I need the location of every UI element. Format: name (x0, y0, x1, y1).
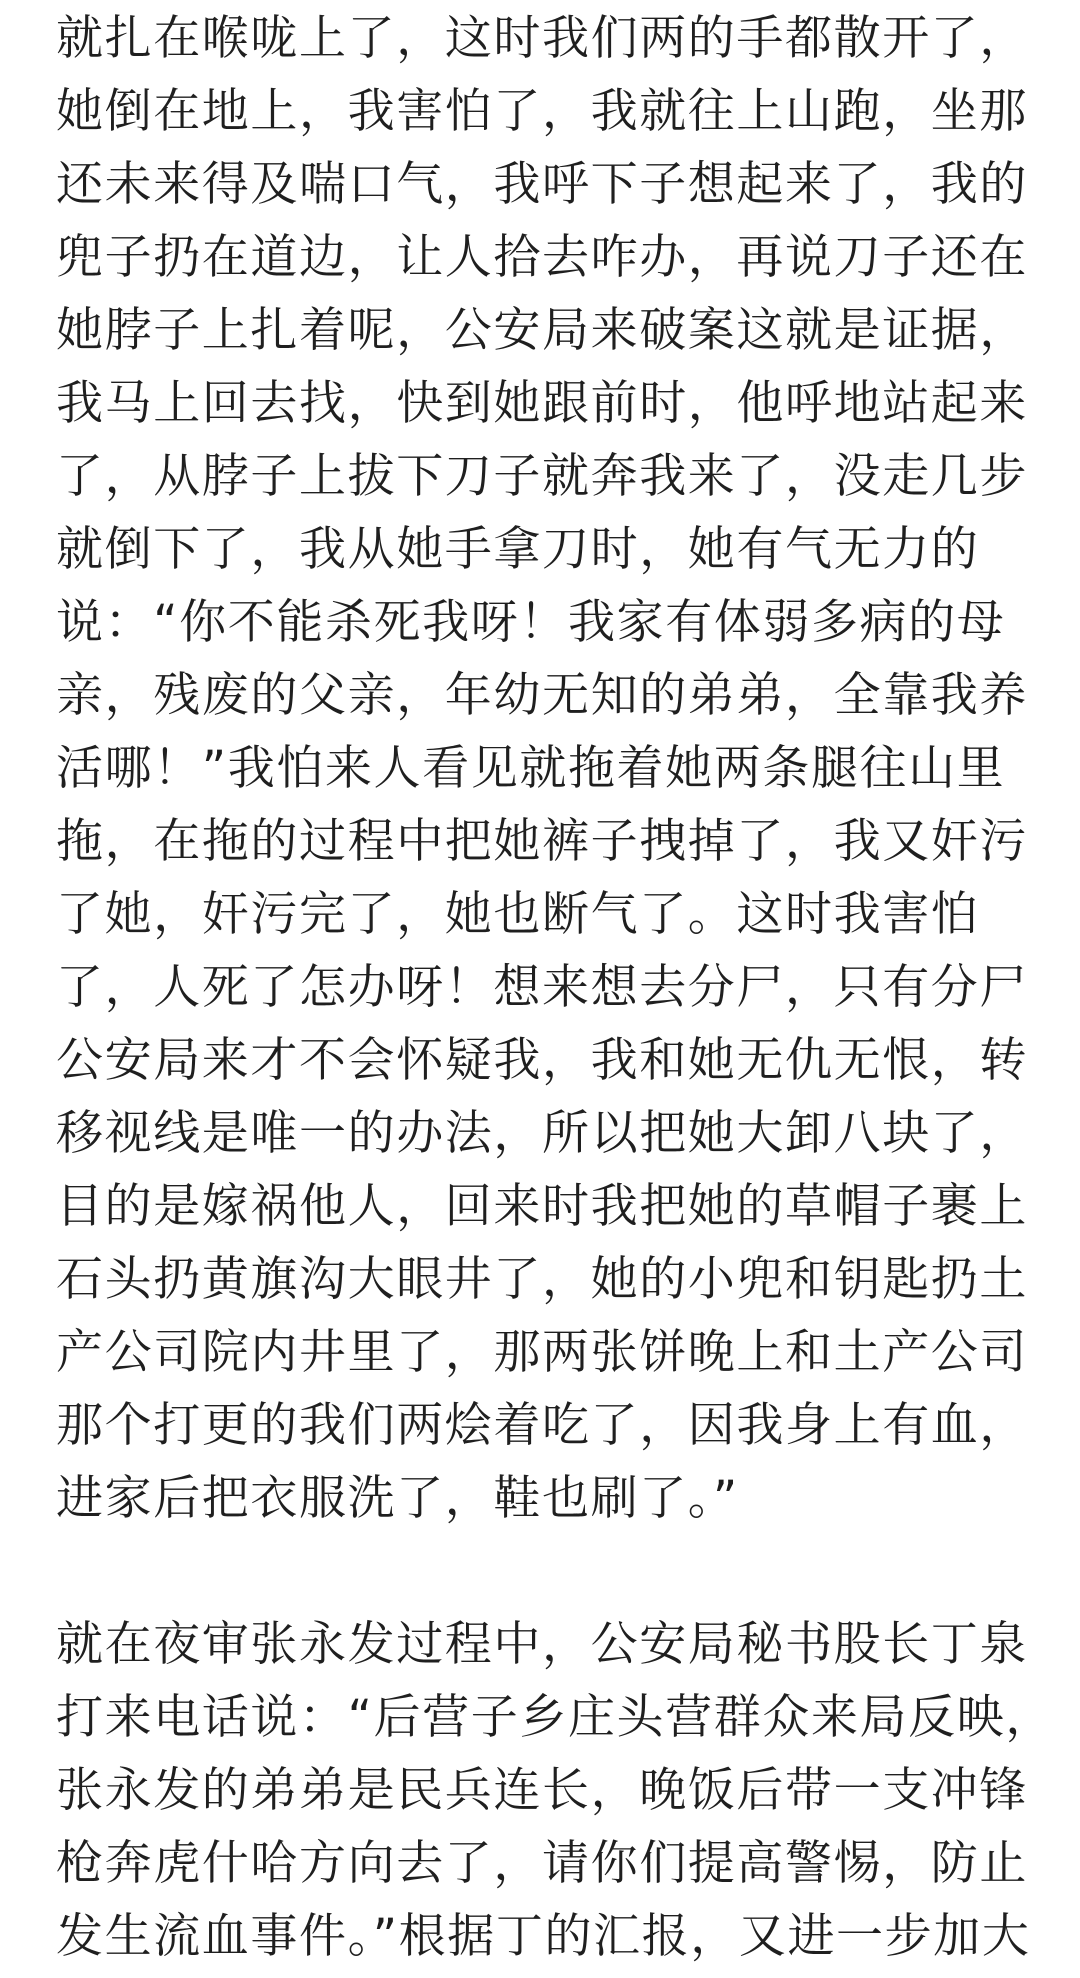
paragraph-spacer (56, 1535, 1024, 1608)
text-line: 她倒在地上，我害怕了，我就往上山跑，坐那 (56, 84, 1028, 139)
text-line: 了，人死了怎办呀！想来想去分尸，只有分尸 (56, 960, 1028, 1015)
text-line: 说：“你不能杀死我呀！我家有体弱多病的母 (56, 595, 1006, 650)
text-line: 枪奔虎什哈方向去了，请你们提高警惕，防止 (56, 1836, 1028, 1891)
text-line: 了，从脖子上拔下刀子就奔我来了，没走几步 (56, 449, 1028, 504)
text-line: 打来电话说：“后营子乡庄头营群众来局反映， (56, 1690, 1054, 1745)
text-line: 拖，在拖的过程中把她裤子拽掉了，我又奸污 (56, 814, 1028, 869)
text-line: 就扎在喉咙上了，这时我们两的手都散开了， (56, 11, 1028, 66)
text-line: 张永发的弟弟是民兵连长，晚饭后带一支冲锋 (56, 1763, 1028, 1818)
text-line: 活哪！”我怕来人看见就拖着她两条腿往山里 (56, 741, 1006, 796)
text-line: 产公司院内井里了，那两张饼晚上和土产公司 (56, 1325, 1028, 1380)
text-line: 目的是嫁祸他人，回来时我把她的草帽子裹上 (56, 1179, 1028, 1234)
text-line: 亲，残废的父亲，年幼无知的弟弟，全靠我养 (56, 668, 1028, 723)
text-line: 我马上回去找，快到她跟前时，他呼地站起来 (56, 376, 1028, 431)
text-line: 那个打更的我们两烩着吃了，因我身上有血， (56, 1398, 1028, 1453)
text-line: 就倒下了，我从她手拿刀时，她有气无力的 (56, 522, 980, 577)
text-line: 还未来得及喘口气，我呼下子想起来了，我的 (56, 157, 1028, 212)
text-line: 了她，奸污完了，她也断气了。这时我害怕 (56, 887, 980, 942)
text-line: 公安局来才不会怀疑我，我和她无仇无恨，转 (56, 1033, 1028, 1088)
text-line: 就在夜审张永发过程中，公安局秘书股长丁泉 (56, 1617, 1028, 1672)
text-line: 石头扔黄旗沟大眼井了，她的小兜和钥匙扔土 (56, 1252, 1028, 1307)
paragraph-1 (56, 2, 1028, 1535)
paragraph-2 (56, 1608, 1054, 1973)
text-line: 她脖子上扎着呢，公安局来破案这就是证据， (56, 303, 1028, 358)
text-line: 进家后把衣服洗了，鞋也刷了。” (56, 1471, 739, 1526)
text-line: 兜子扔在道边，让人拾去咋办，再说刀子还在 (56, 230, 1028, 285)
text-line: 发生流血事件。”根据丁的汇报，又进一步加大 (56, 1909, 1031, 1964)
text-line: 移视线是唯一的办法，所以把她大卸八块了， (56, 1106, 1028, 1161)
